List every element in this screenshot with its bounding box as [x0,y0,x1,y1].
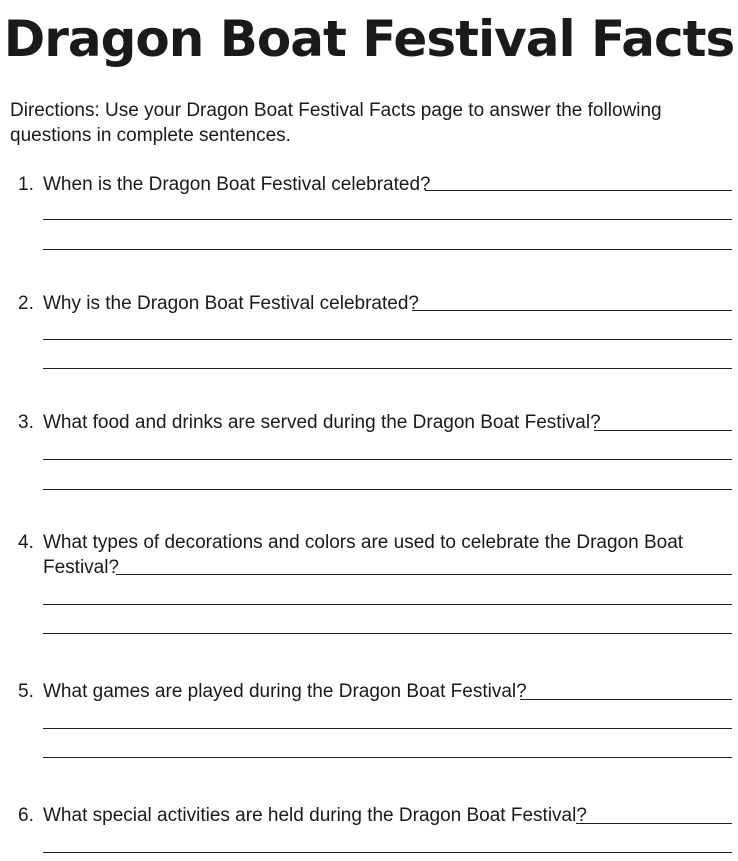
answer-line[interactable] [43,339,732,340]
question-number: 2. [18,293,34,314]
question-text: What games are played during the Dragon Boat Festival? [43,681,527,702]
directions-text: Directions: Use your Dragon Boat Festival Facts page to answer the following questions in complete sentences. [10,100,662,146]
question-5 [0,679,738,759]
answer-line[interactable] [425,190,732,191]
answer-line[interactable] [576,823,732,824]
answer-line[interactable] [43,249,732,250]
question-number: 5. [18,681,34,702]
answer-line[interactable] [594,430,732,431]
answer-line[interactable] [412,310,732,311]
question-2 [0,291,738,371]
answer-line[interactable] [43,459,732,460]
question-number: 1. [18,174,34,195]
answer-line[interactable] [43,489,732,490]
answer-line[interactable] [520,699,732,700]
answer-line[interactable] [116,574,732,575]
question-number: 4. [18,532,34,553]
question-text: When is the Dragon Boat Festival celebrated? [43,174,431,195]
question-4 [0,530,738,640]
answer-line[interactable] [43,852,732,853]
question-1 [0,172,738,252]
answer-line[interactable] [43,368,732,369]
answer-line[interactable] [43,757,732,758]
question-6 [0,803,738,861]
question-text: What special activities are held during the Dragon Boat Festival? [43,805,587,826]
answer-line[interactable] [43,633,732,634]
answer-line[interactable] [43,604,732,605]
question-number: 6. [18,805,34,826]
question-text: Why is the Dragon Boat Festival celebrated? [43,293,419,314]
question-text: What types of decorations and colors are used to celebrate the Dragon Boat [43,532,684,553]
question-number: 3. [18,412,34,433]
answer-line[interactable] [43,219,732,220]
question-text: What food and drinks are served during the Dragon Boat Festival? [43,412,601,433]
question-3 [0,410,738,490]
question-text-continued: Festival? [43,557,120,578]
page-title: Dragon Boat Festival Facts [3,10,735,68]
answer-line[interactable] [43,728,732,729]
